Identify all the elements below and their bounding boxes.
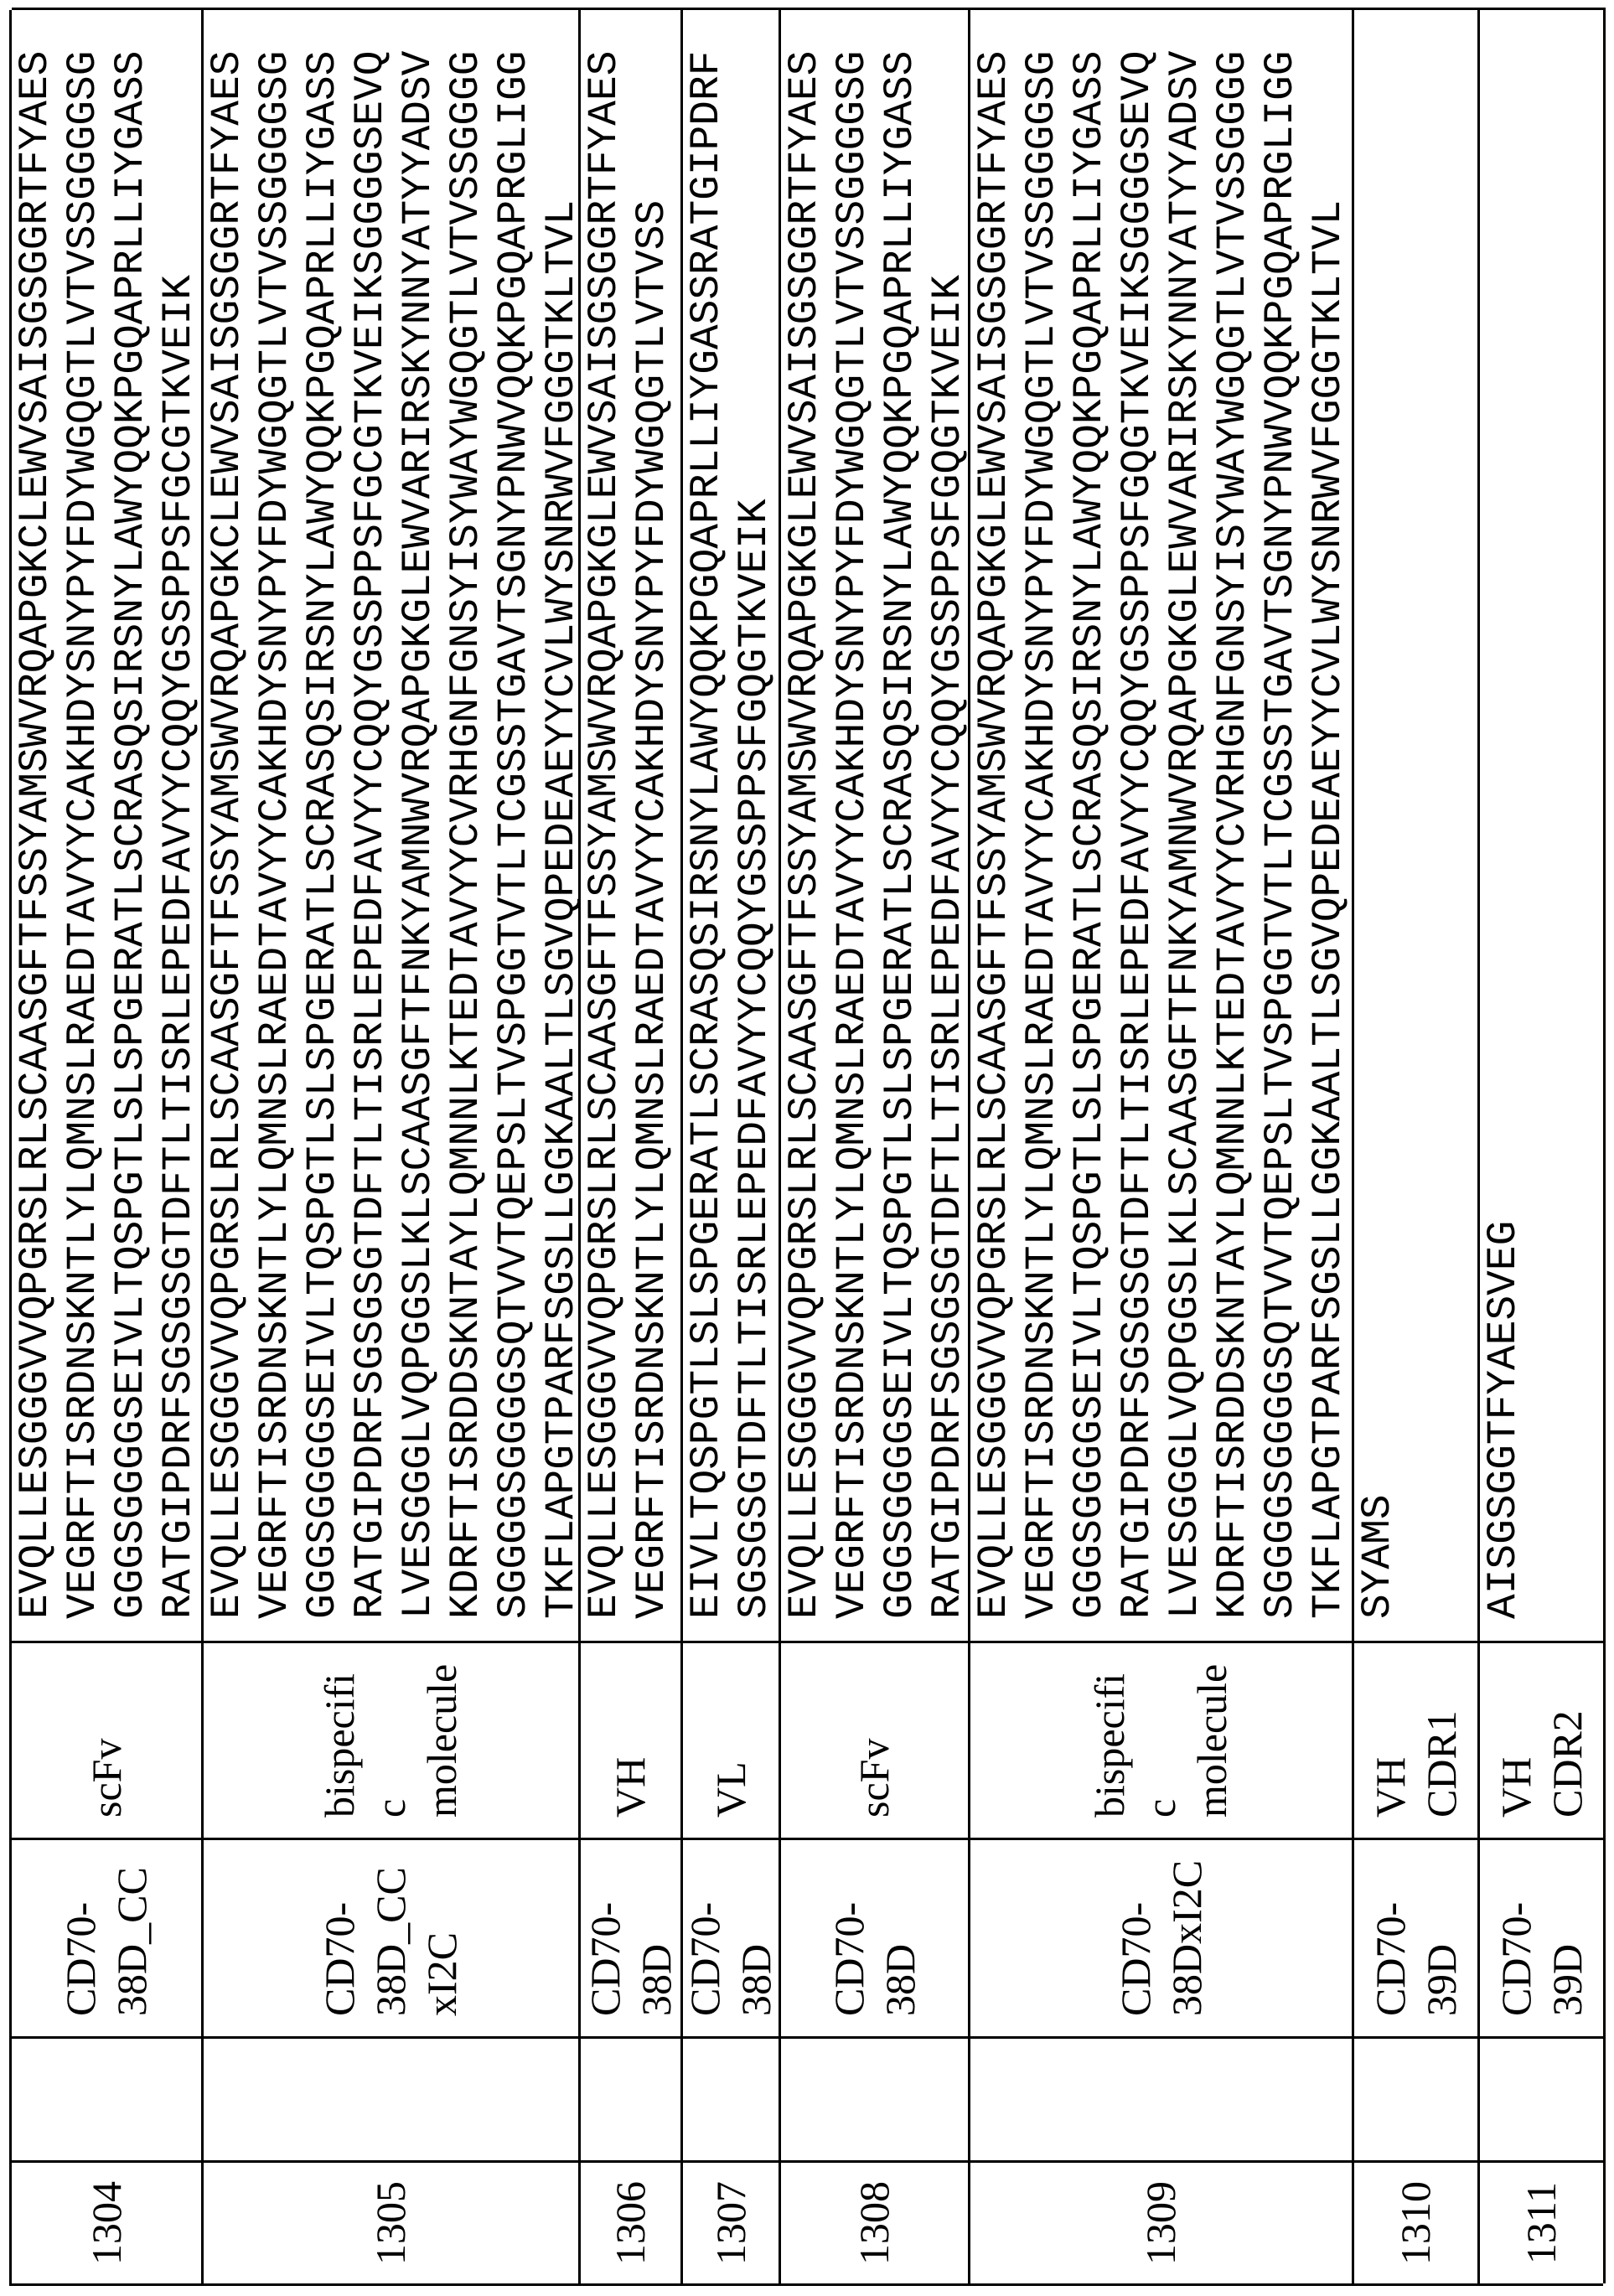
format: bispecific molecule xyxy=(314,1660,468,1818)
seq-id-cell xyxy=(12,2160,204,2283)
sequence-cell xyxy=(683,8,781,1641)
construct-name-cell xyxy=(970,1838,1354,2036)
seq-id: 1309 xyxy=(1135,2181,1187,2265)
seq-id: 1305 xyxy=(365,2181,416,2265)
sequence-cell xyxy=(1354,8,1480,1641)
format-cell xyxy=(581,1641,683,1838)
seq-id: 1310 xyxy=(1390,2181,1441,2265)
blank-cell xyxy=(581,2036,683,2160)
amino-acid-sequence: EVQLLESGGGVVQPGRSLRLSCAASGFTFSSYAMSWVRQAPGKGLEWVSAISGSGGRTFYAESVEGRFTISRDNSKNTLYLQMNSLRAEDTAVYYCAKHDYSNYPYFDYWGQGTLVTVSSGGGGSGGGGSGGGGSEIVLTQSPGTLSLSPGERATLSCRASQSIRSNYLAWYQQKPGQAPRLLIYGASSRATGIPDRFSGSGSGTDFTLTISRLEPEDFAVYYCQQYGSSPPSFGQGTKVEIKSGGGGSEVQLVESGGGLVQPGGSLKLSCAASGFTFNKYAMNWVRQAPGKGLEWVARIRSKYNNYATYYADSVKDRFTISRDDSKNTAYLQMNNLKTEDTAVYYCVRHGNFGNSYISYWAYWGQGTLVTVSSGGGGSGGGGSGGGGSQTVVTQEPSLTVSPGGTVTLTCGSSTGAVTSGNYPNWVQQKPGQAPRGLIGGTKFLAPGTPARFSGSLLGGKAALTLSGVQPEDEAEYYCVLWYSNRWVFGGGTKLTVL xyxy=(970,51,1353,1619)
construct-name: CD70-39D xyxy=(1365,1855,1467,2016)
seq-id: 1311 xyxy=(1516,2182,1567,2264)
amino-acid-sequence: EVQLLESGGGVVQPGRSLRLSCAASGFTFSSYAMSWVRQAPGKCLEWVSAISGSGGRTFYAESVEGRFTISRDNSKNTLYLQMNSLRAEDTAVYYCAKHDYSNYPYFDYWGQGTLVTVSSGGGGSGGGGSGGGGSEIVLTQSPGTLSLSPGERATLSCRASQSIRSNYLAWYQQKPGQAPRLLIYGASSRATGIPDRFSGSGSGTDFTLTISRLEPEDFAVYYCQQYGSSPPSFGCGTKVEIKSGGGGSEVQLVESGGGLVQPGGSLKLSCAASGFTFNKYAMNWVRQAPGKGLEWVARIRSKYNNYATYYADSVKDRFTISRDDSKNTAYLQMNNLKTEDTAVYYCVRHGNFGNSYISYWAYWGQGTLVTVSSGGGGSGGGGSGGGGSQTVVTQEPSLTVSPGGTVTLTCGSSTGAVTSGNYPNWVQQKPGQAPRGLIGGTKFLAPGTPARFSGSLLGGKAALTLSGVQPEDEAEYYCVLWYSNRWVFGGGTKLTVL xyxy=(204,51,581,1619)
sequence-cell xyxy=(1480,8,1606,1641)
format: VL xyxy=(706,1660,757,1818)
construct-name: CD70-38D_CCxI2C xyxy=(314,1855,468,2016)
construct-name: CD70-38D_CC xyxy=(55,1855,158,2016)
amino-acid-sequence: EVQLLESGGGVVQPGRSLRLSCAASGFTFSSYAMSWVRQAPGKGLEWVSAISGSGGRTFYAESVEGRFTISRDNSKNTLYLQMNSLRAEDTAVYYCAKHDYSNYPYFDYWGQGTLVTVSSGGGGSGGGGSGGGGSEIVLTQSPGTLSLSPGERATLSCRASQSIRSNYLAWYQQKPGQAPRLLIYGASSRATGIPDRFSGSGSGTDFTLTISRLEPEDFAVYYCQQYGSSPPSFGQGTKVEIK xyxy=(781,51,970,1619)
amino-acid-sequence: AISGSGGTFYAESVEG xyxy=(1480,51,1528,1619)
format: VH xyxy=(605,1660,656,1818)
sequence-cell xyxy=(781,8,970,1641)
sequence-cell xyxy=(970,8,1354,1641)
amino-acid-sequence: EVQLLESGGGVVQPGRSLRLSCAASGFTFSSYAMSWVRQAPGKCLEWVSAISGSGGRTFYAESVEGRFTISRDNSKNTLYLQMNSLRAEDTAVYYCAKHDYSNYPYFDYWGQGTLVTVSSGGGGSGGGGSGGGGSEIVLTQSPGTLSLSPGERATLSCRASQSIRSNYLAWYQQKPGQAPRLLIYGASSRATGIPDRFSGSGSGTDFTLTISRLEPEDFAVYYCQQYGSSPPSFGCGTKVEIK xyxy=(12,51,203,1619)
blank-cell xyxy=(204,2036,581,2160)
construct-name: CD70-39D xyxy=(1491,1855,1593,2016)
format-cell xyxy=(12,1641,204,1838)
sequence-cell xyxy=(581,8,683,1641)
seq-id-cell xyxy=(1354,2160,1480,2283)
blank-cell xyxy=(1480,2036,1606,2160)
construct-name: CD70-38DxI2C xyxy=(1110,1855,1213,2016)
seq-id-cell xyxy=(204,2160,581,2283)
blank-cell xyxy=(12,2036,204,2160)
format-cell xyxy=(970,1641,1354,1838)
sequence-cell xyxy=(204,8,581,1641)
format: scFv xyxy=(81,1660,132,1818)
amino-acid-sequence: EVQLLESGGGVVQPGRSLRLSCAASGFTFSSYAMSWVRQAPGKGLEWVSAISGSGGRTFYAESVEGRFTISRDNSKNTLYLQMNSLRAEDTAVYYCAKHDYSNYPYFDYWGQGTLVTVSS xyxy=(581,51,676,1619)
format-cell xyxy=(781,1641,970,1838)
seq-id-cell xyxy=(581,2160,683,2283)
construct-name: CD70-38D xyxy=(581,1855,682,2016)
blank-cell xyxy=(970,2036,1354,2160)
seq-id: 1304 xyxy=(81,2181,132,2265)
construct-name-cell xyxy=(781,1838,970,2036)
blank-cell xyxy=(781,2036,970,2160)
format: VH CDR1 xyxy=(1365,1660,1467,1818)
blank-cell xyxy=(1354,2036,1480,2160)
seq-id-cell xyxy=(1480,2160,1606,2283)
sequence-table xyxy=(9,10,1603,2286)
format-cell xyxy=(683,1641,781,1838)
amino-acid-sequence: SYAMS xyxy=(1354,51,1402,1619)
seq-id-cell xyxy=(683,2160,781,2283)
seq-id-cell xyxy=(781,2160,970,2283)
construct-name-cell xyxy=(581,1838,683,2036)
format-cell xyxy=(1354,1641,1480,1838)
construct-name-cell xyxy=(12,1838,204,2036)
sequence-cell xyxy=(12,8,204,1641)
construct-name-cell xyxy=(204,1838,581,2036)
seq-id: 1308 xyxy=(849,2181,900,2265)
format: VH CDR2 xyxy=(1491,1660,1593,1818)
construct-name: CD70-38D xyxy=(824,1855,926,2016)
construct-name-cell xyxy=(1480,1838,1606,2036)
blank-cell xyxy=(683,2036,781,2160)
format-cell xyxy=(1480,1641,1606,1838)
amino-acid-sequence: EIVLTQSPGTLSLSPGERATLSCRASQSIRSNYLAWYQQKPGQAPRLLIYGASSRATGIPDRFSGSGSGTDFTLTISRLEPEDFAVYYCQQYGSSPPSFGQGTKVEIK xyxy=(683,51,779,1619)
format: scFv xyxy=(849,1660,900,1818)
format: bispecific molecule xyxy=(1084,1660,1238,1818)
seq-id-cell xyxy=(970,2160,1354,2283)
construct-name: CD70-38D xyxy=(683,1855,781,2016)
format-cell xyxy=(204,1641,581,1838)
seq-id: 1307 xyxy=(706,2181,757,2265)
seq-id: 1306 xyxy=(605,2181,656,2265)
construct-name-cell xyxy=(1354,1838,1480,2036)
construct-name-cell xyxy=(683,1838,781,2036)
